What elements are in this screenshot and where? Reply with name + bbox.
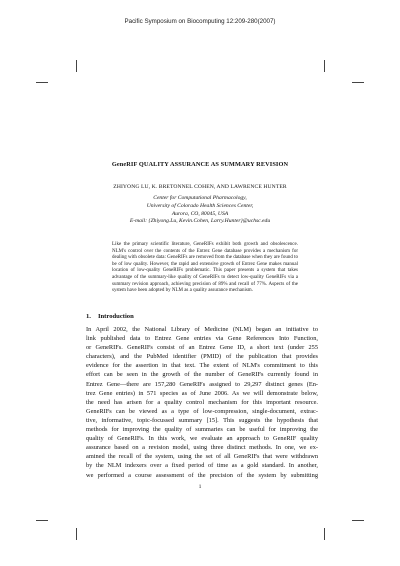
affiliation-center: Center for Computational Pharmacology, [153,195,247,201]
section-heading [86,313,134,320]
page-number: 1 [198,484,202,490]
section-number: 1. [86,313,91,320]
body-line: trez Gene entries) in 571 species as of June 2006. As we will demonstrate below, [86,389,318,397]
crop-mark-bottom-right-v [324,528,325,540]
body-line: In April 2002, the National Library of Medicine (NLM) began an initiative to [86,326,318,333]
affiliation-university: University of Colorado Health Sciences Center, [146,202,254,209]
crop-mark-top-left [36,82,48,83]
crop-mark-top-left-v [76,60,77,72]
affiliation-block [0,195,400,226]
paper-title: GeneRIF QUALITY ASSURANCE AS SUMMARY REVISION [111,161,289,168]
body-line: quality of GeneRIFs. In this work, we evaluate an approach to GeneRIF quality [86,435,318,443]
abstract: Like the primary scientific literature, GeneRIFs exhibit both growth and obsolescence. NLM's control over the contents of the Entrez Gene database provides a mechanism for dealing with obsolete data: GeneRIFs are removed from the database when they are found to be of low quality. However, the rapid and extensive growth of Entrez Gene makes manual location of low-quality GeneRIFs problematic. This paper presents a system that takes advantage of the summary-like quality of GeneRIFs to detect low-quality GeneRIFs via a summary revision approach, achieving precision of 89% and recall of 77%. Aspects of the system have been adopted by NLM as a quality assurance mechanism. [112,242,298,294]
body-line: effort can be seen in the growth of the number of GeneRIFs currently found in [86,371,318,379]
body-paragraph [86,325,318,480]
body-line: evidence for the assertion in that text. The extent of NLM's commitment to this [86,362,318,370]
affiliation-email: E-mail: {Zhiyong.Lu, Kevin.Cohen, Larry.Hunter}@uchsc.edu [129,218,271,225]
crop-mark-bottom-right [352,520,364,521]
body-line: we performed a course assessment of the precision of the system by submitting [86,471,318,479]
paper-authors: ZHIYONG LU, K. BRETONNEL COHEN, AND LAWRENCE HUNTER [113,184,287,190]
venue-header: Pacific Symposium on Biocomputing 12:209-280(2007) [124,18,276,25]
body-line: the need has arisen for a quality control mechanism for this important resource. [86,398,318,406]
body-line: link published data to Entrez Gene entries via Gene References Into Function, [86,335,318,343]
section-title: Introduction [97,313,134,320]
body-line: Entrez Gene—there are 157,280 GeneRIFs assigned to 29,297 distinct genes (En- [86,380,318,388]
body-line: GeneRIFs can be viewed as a type of low-compression, single-document, extrac- [86,407,318,415]
body-line: amined the recall of the system, using the set of all GeneRIFs that were withdrawn [86,453,318,461]
body-line: characters), and the PubMed identifier (PMID) of the publication that provides [86,353,318,361]
body-line: or GeneRIFs. GeneRIFs consist of an Entrez Gene ID, a short text (under 255 [86,344,318,352]
crop-mark-top-right [352,82,364,83]
body-line: assurance based on a revision model, using three distinct methods. In one, we ex- [86,444,318,452]
body-line: tive, informative, topic-focussed summary [15]. This suggests the hypothesis that [86,416,318,424]
crop-mark-bottom-left-v [76,528,77,540]
crop-mark-bottom-left [36,520,48,521]
affiliation-location: Aurora, CO, 80045, USA [171,210,229,217]
body-line: methods for improving the quality of summaries can be useful for improving the [86,426,318,434]
body-line: by the NLM indexers over a fixed period of time as a gold standard. In another, [86,462,318,470]
crop-mark-top-right-v [324,60,325,72]
